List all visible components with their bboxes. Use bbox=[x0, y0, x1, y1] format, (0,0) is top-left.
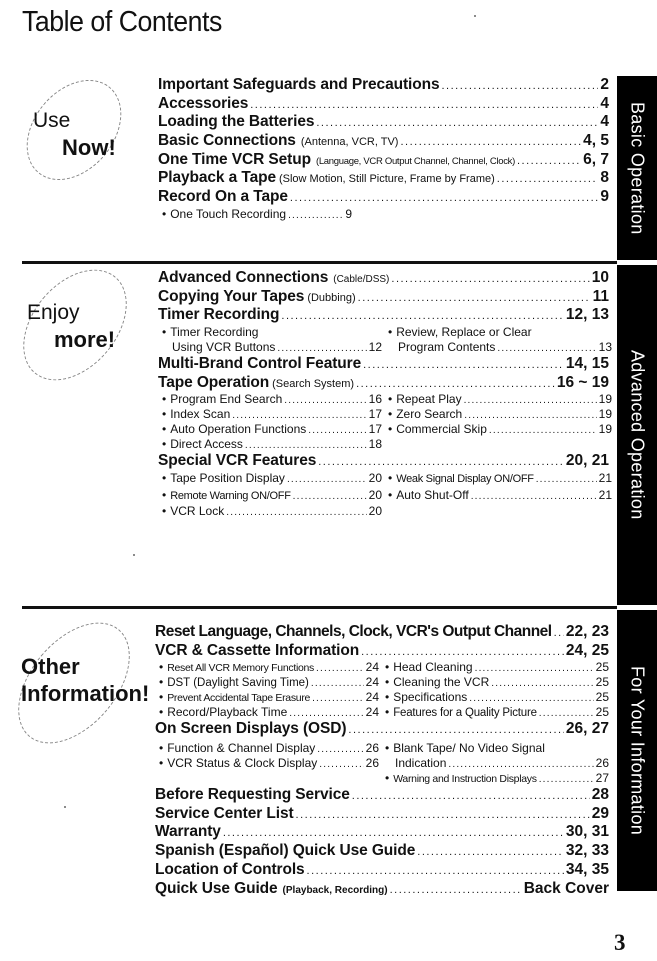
toc-subitem[interactable]: • Function & Channel Display ..... 26 bbox=[159, 741, 379, 756]
entry-title: Important Safeguards and Precautions bbox=[158, 76, 440, 93]
toc-entry[interactable]: Special VCR Features ..... 20, 21 bbox=[158, 452, 609, 471]
toc-entry[interactable] bbox=[158, 76, 609, 95]
toc-subitem[interactable]: • Cleaning the VCR ..... 25 bbox=[385, 675, 609, 690]
badge-line1: Use bbox=[33, 109, 71, 132]
toc-subitem[interactable]: • Head Cleaning ..... 25 bbox=[385, 660, 609, 675]
toc-subitem[interactable]: • Weak Signal Display ON/OFF ..... 21 bbox=[388, 471, 612, 486]
toc-subitem[interactable]: • Warning and Instruction Displays ..... 27 bbox=[385, 771, 609, 786]
scan-speck bbox=[64, 806, 66, 808]
toc-subitem[interactable]: • Direct Access ..... 18 bbox=[162, 437, 382, 452]
toc-subitem[interactable]: • Index Scan ..... 17 bbox=[162, 407, 382, 422]
scan-speck bbox=[474, 15, 476, 17]
toc-subitem[interactable]: • Specifications ..... 25 bbox=[385, 690, 609, 705]
toc-subitem[interactable]: • Repeat Play ..... 19 bbox=[388, 392, 612, 407]
toc-subitem[interactable]: • DST (Daylight Saving Time) ..... 24 bbox=[159, 675, 379, 690]
leader-dots bbox=[497, 173, 599, 185]
toc-entry[interactable]: Before Requesting Service ..... 28 bbox=[155, 786, 609, 805]
toc-subitem[interactable]: • VCR Lock ..... 20 bbox=[162, 504, 382, 519]
toc-entry[interactable] bbox=[158, 188, 609, 207]
entry-page: 4 bbox=[600, 113, 609, 131]
entry-title: Playback a Tape bbox=[158, 169, 276, 187]
entry-page: 4 bbox=[600, 94, 609, 112]
leader-dots bbox=[400, 136, 581, 148]
toc-subitem[interactable]: • Prevent Accidental Tape Erasure ..... 24 bbox=[159, 690, 379, 705]
tab-advanced-operation[interactable]: Advanced Operation bbox=[617, 265, 657, 605]
toc-entry[interactable]: Location of Controls ..... 34, 35 bbox=[155, 861, 609, 880]
entry-page: 4, 5 bbox=[583, 132, 609, 150]
toc-subitem[interactable]: • Program End Search ..... 16 bbox=[162, 392, 382, 407]
toc-entry[interactable] bbox=[158, 151, 609, 170]
leader-dots bbox=[442, 80, 599, 92]
toc-subitem[interactable]: • Auto Shut-Off ..... 21 bbox=[388, 488, 612, 503]
scan-speck bbox=[133, 554, 135, 556]
toc-subitem[interactable]: • VCR Status & Clock Display ..... 26 bbox=[159, 756, 379, 771]
badge-line2: more! bbox=[54, 327, 116, 352]
badge-line2: Information! bbox=[21, 681, 150, 706]
toc-entry[interactable]: Warranty ..... 30, 31 bbox=[155, 823, 609, 842]
toc-list bbox=[158, 76, 609, 222]
entry-subtitle: (Slow Motion, Still Picture, Frame by Frame) bbox=[278, 173, 495, 186]
subitem-grid bbox=[162, 392, 612, 452]
toc-entry[interactable]: Reset Language, Channels, Clock, VCR's Output Channel ..... 22, 23 bbox=[155, 623, 609, 642]
toc-entry[interactable] bbox=[158, 169, 609, 188]
entry-title: Record On a Tape bbox=[158, 188, 288, 206]
toc-subitem[interactable]: • Blank Tape/ No Video Signal Indication ..... 26 bbox=[385, 741, 609, 771]
toc-entry[interactable] bbox=[158, 95, 609, 114]
toc-list bbox=[155, 623, 609, 898]
toc-subitem[interactable]: • Commercial Skip ..... 19 bbox=[388, 422, 612, 437]
leader-dots bbox=[290, 192, 598, 204]
toc-subitem[interactable]: • Auto Operation Functions ..... 17 bbox=[162, 422, 382, 437]
section-divider bbox=[22, 261, 617, 264]
toc-subitem[interactable]: • Record/Playback Time ..... 24 bbox=[159, 705, 379, 720]
badge-ellipse bbox=[2, 250, 147, 401]
subitem-grid bbox=[159, 660, 609, 720]
entry-page: 6, 7 bbox=[583, 150, 609, 168]
tab-basic-operation[interactable]: Basic Operation bbox=[617, 76, 657, 260]
toc-entry[interactable]: Multi-Brand Control Feature ..... 14, 15 bbox=[158, 355, 609, 374]
leader-dots bbox=[316, 117, 598, 129]
subitem-grid bbox=[159, 741, 609, 786]
subitem-grid bbox=[162, 325, 612, 355]
entry-title: One Time VCR Setup bbox=[158, 150, 311, 168]
entry-title: Accessories bbox=[158, 94, 249, 112]
section-divider bbox=[22, 606, 617, 609]
badge-line2: Now! bbox=[62, 135, 116, 160]
entry-page: 2 bbox=[600, 76, 609, 93]
entry-subtitle: (Antenna, VCR, TV) bbox=[300, 136, 399, 149]
leader-dots bbox=[250, 99, 598, 111]
entry-page: 9 bbox=[600, 188, 609, 206]
toc-entry[interactable]: Spanish (Español) Quick Use Guide ..... 32, 33 bbox=[155, 842, 609, 861]
toc-entry[interactable]: Quick Use Guide (Playback, Recording) ..... Back Cover bbox=[155, 880, 609, 899]
toc-entry[interactable] bbox=[158, 132, 609, 151]
toc-list bbox=[158, 269, 612, 519]
toc-subitem[interactable]: • Zero Search ..... 19 bbox=[388, 407, 612, 422]
toc-entry[interactable]: Advanced Connections (Cable/DSS) ..... 10 bbox=[158, 269, 609, 288]
bullet: • bbox=[162, 206, 167, 221]
toc-subitem[interactable]: • Reset All VCR Memory Functions ..... 24 bbox=[159, 660, 379, 675]
page-number: 3 bbox=[614, 930, 626, 955]
badge-ellipse bbox=[7, 61, 140, 198]
toc-entry[interactable]: Timer Recording ..... 12, 13 bbox=[158, 306, 609, 325]
toc-entry[interactable]: Tape Operation (Search System) ..... 16 ~ 19 bbox=[158, 374, 609, 393]
toc-subitem[interactable]: • Review, Replace or Clear Program Contents ..... 13 bbox=[388, 325, 612, 355]
toc-subitem-column bbox=[385, 741, 609, 786]
toc-subitem[interactable]: • Remote Warning ON/OFF ..... 20 bbox=[162, 488, 382, 503]
entry-subtitle: (Language, VCR Output Channel, Channel, Clock) bbox=[315, 155, 515, 167]
toc-entry[interactable] bbox=[158, 113, 609, 132]
toc-entry[interactable]: On Screen Displays (OSD) ..... 26, 27 bbox=[155, 720, 609, 739]
leader-dots bbox=[517, 155, 581, 167]
toc-subitem[interactable]: • One Touch Recording ..... 9 bbox=[162, 207, 352, 222]
subitem-grid bbox=[162, 471, 612, 519]
toc-entry[interactable]: VCR & Cassette Information ..... 24, 25 bbox=[155, 642, 609, 661]
tab-for-your-information[interactable]: For Your Information bbox=[617, 610, 657, 891]
toc-subitem-column bbox=[159, 741, 379, 786]
entry-title: Basic Connections bbox=[158, 132, 296, 150]
entry-title: Loading the Batteries bbox=[158, 113, 315, 131]
toc-entry[interactable]: Copying Your Tapes (Dubbing) ..... 11 bbox=[158, 288, 609, 307]
page-title: Table of Contents bbox=[22, 6, 222, 38]
toc-entry[interactable]: Service Center List ..... 29 bbox=[155, 805, 609, 824]
badge-line1: Enjoy bbox=[27, 301, 80, 324]
toc-subitem[interactable]: • Timer Recording Using VCR Buttons ..... 12 bbox=[162, 325, 382, 355]
entry-page: 8 bbox=[600, 169, 609, 187]
toc-subitem[interactable]: • Tape Position Display ..... 20 bbox=[162, 471, 382, 486]
subitem-grid bbox=[162, 207, 609, 222]
badge-line1: Other bbox=[21, 654, 80, 679]
toc-subitem[interactable]: • Features for a Quality Picture ..... 25 bbox=[385, 705, 609, 720]
